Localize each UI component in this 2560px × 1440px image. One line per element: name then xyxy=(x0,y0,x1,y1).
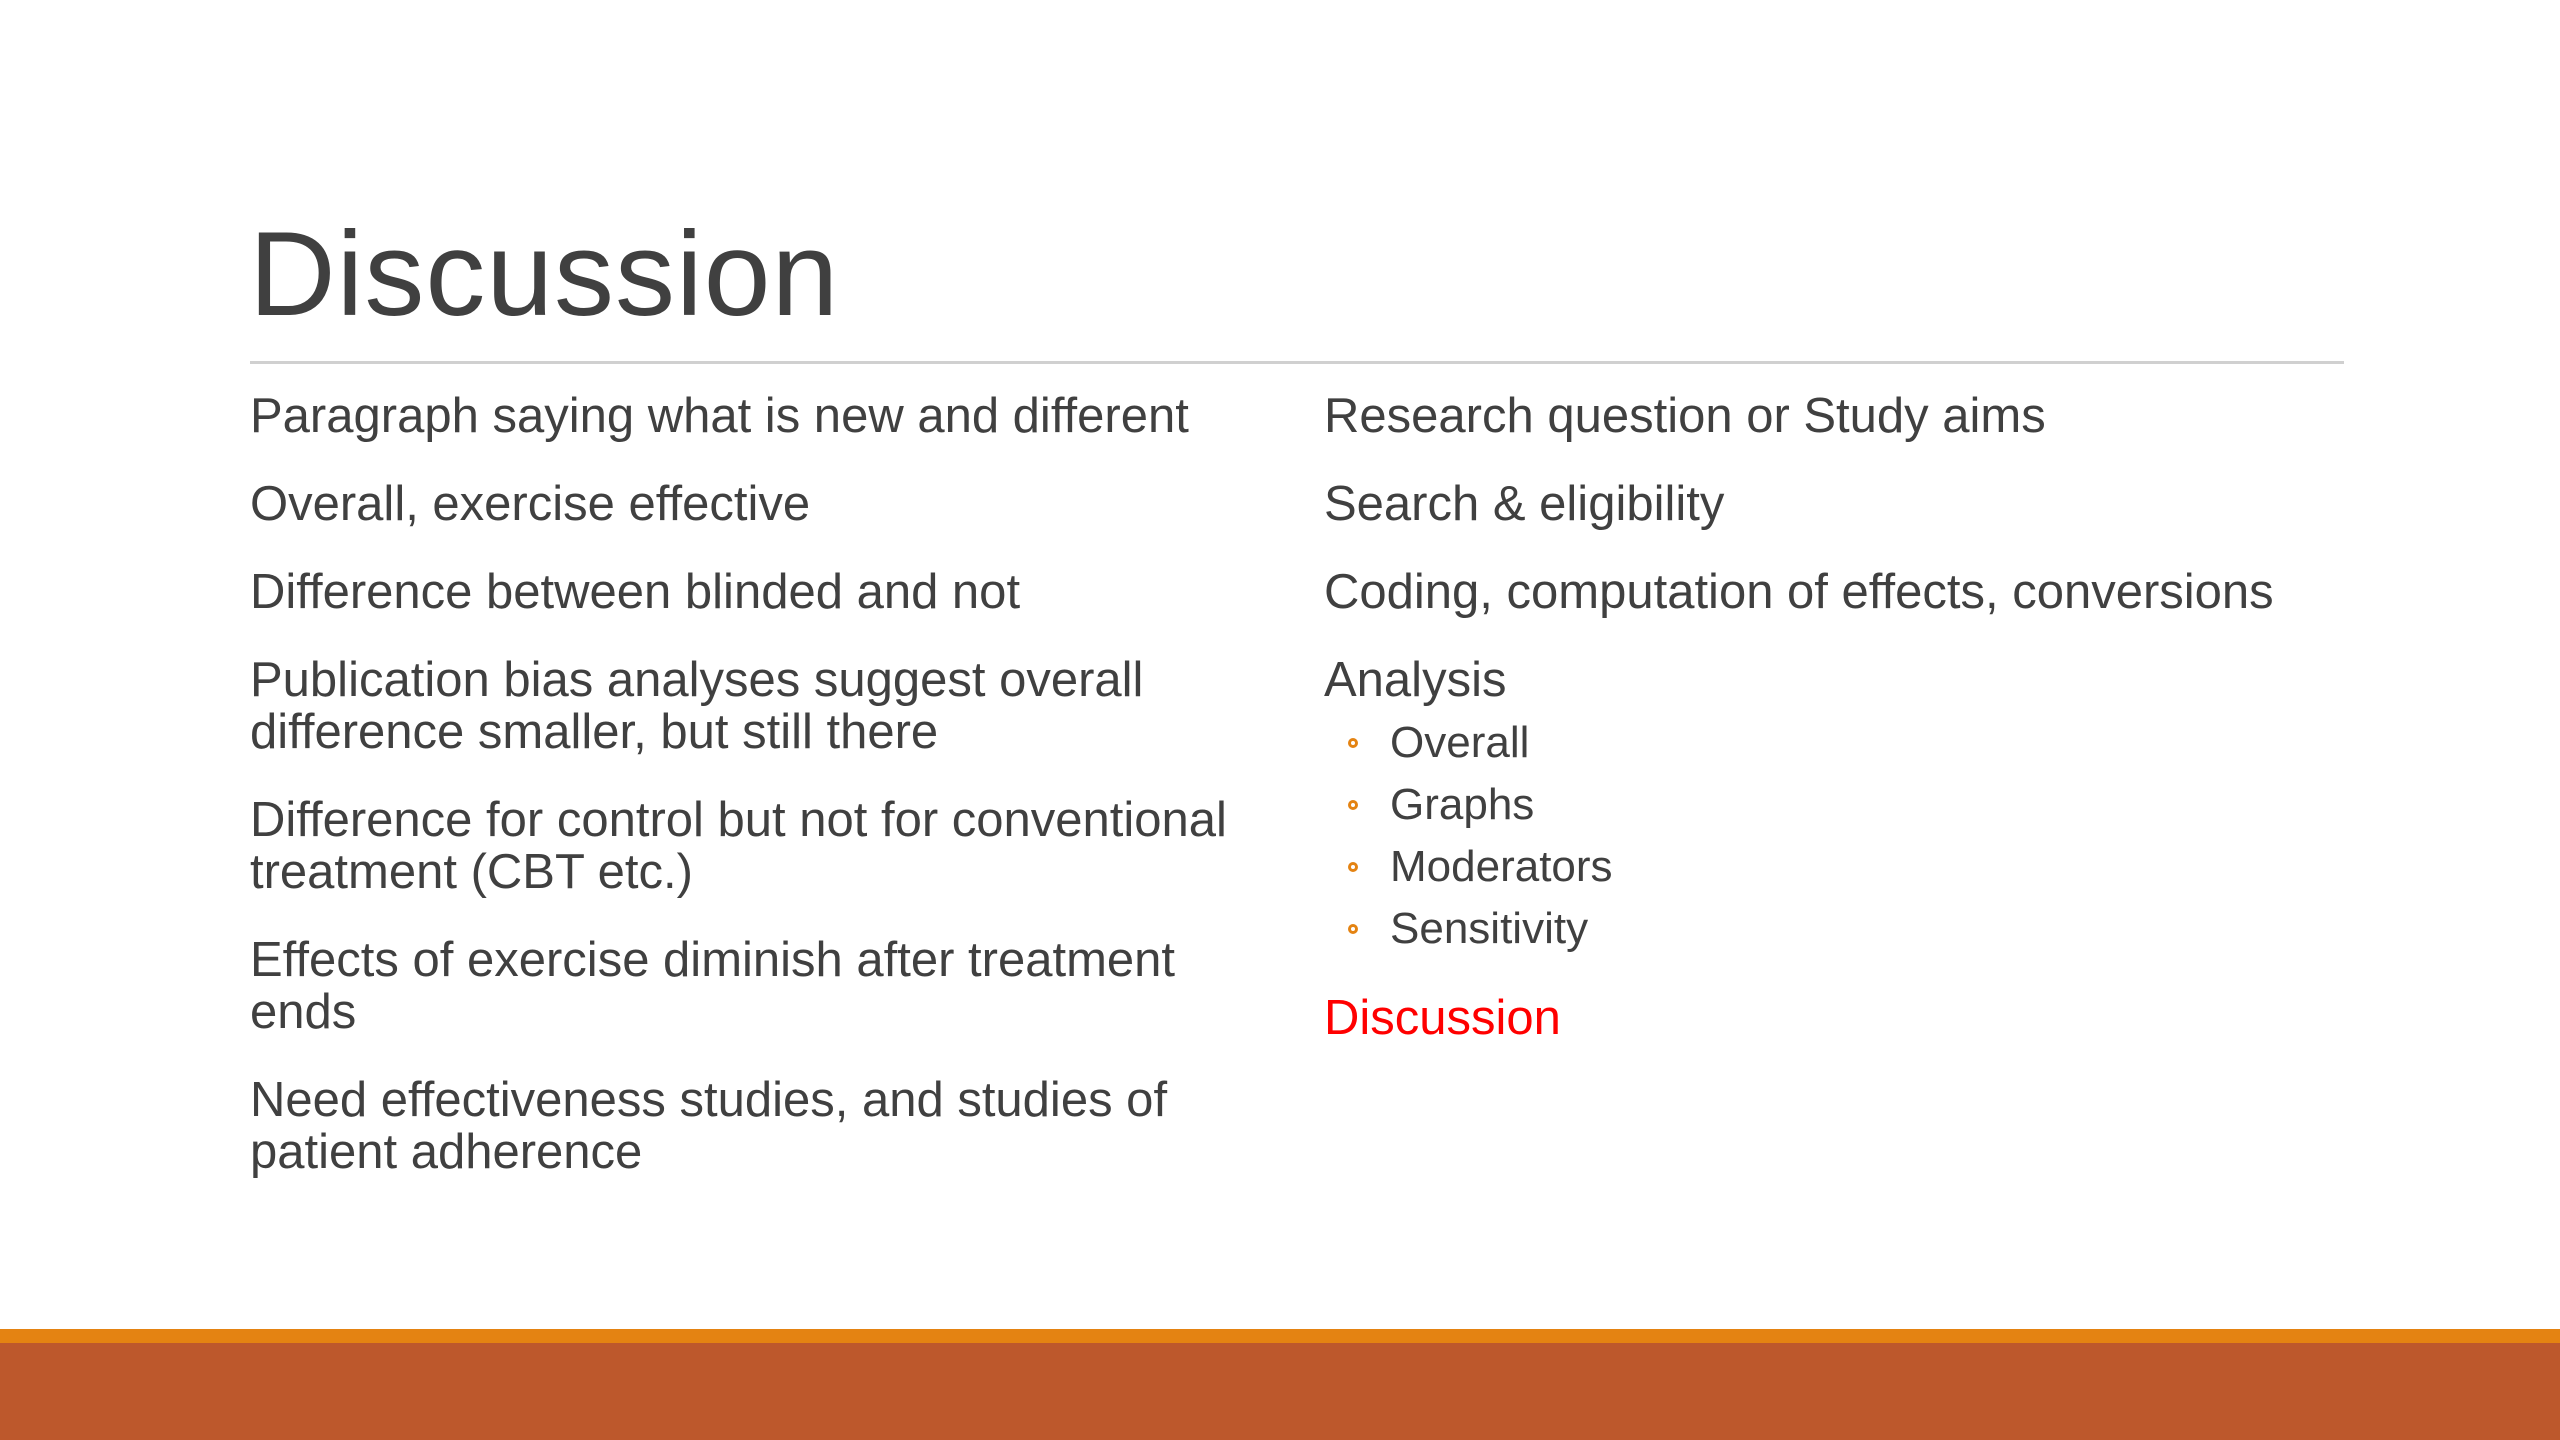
right-item-current-section: Discussion xyxy=(1324,991,1561,1045)
sub-item-moderators xyxy=(1324,836,2364,898)
left-item-blinded: Difference between blinded and not xyxy=(250,565,1021,619)
right-item-analysis: Analysis xyxy=(1324,653,1507,707)
circle-bullet-icon xyxy=(1348,862,1358,872)
sub-item-label: Moderators xyxy=(1390,842,1613,891)
circle-bullet-icon xyxy=(1348,924,1358,934)
right-column xyxy=(1324,390,2364,1080)
right-item-coding: Coding, computation of effects, conversions xyxy=(1324,565,2274,619)
analysis-sublist xyxy=(1324,712,2364,960)
left-item-control-vs-conventional: Difference for control but not for conventional treatment (CBT etc.) xyxy=(250,793,1227,899)
left-column xyxy=(250,390,1290,1214)
sub-item-label: Overall xyxy=(1390,718,1530,767)
left-item-overall-effective: Overall, exercise effective xyxy=(250,477,811,531)
sub-item-label: Sensitivity xyxy=(1390,904,1589,953)
footer-band xyxy=(0,1343,2560,1440)
slide-title: Discussion xyxy=(249,207,840,341)
sub-item-graphs xyxy=(1324,774,2364,836)
sub-item-label: Graphs xyxy=(1390,780,1535,829)
left-item-need-studies: Need effectiveness studies, and studies of patient adherence xyxy=(250,1073,1168,1179)
footer-accent-stripe xyxy=(0,1329,2560,1343)
sub-item-sensitivity xyxy=(1324,898,2364,960)
circle-bullet-icon xyxy=(1348,738,1358,748)
circle-bullet-icon xyxy=(1348,800,1358,810)
left-item-new-different: Paragraph saying what is new and different xyxy=(250,389,1189,443)
right-item-research-question: Research question or Study aims xyxy=(1324,389,2046,443)
left-item-effects-diminish: Effects of exercise diminish after treatment ends xyxy=(250,933,1176,1039)
title-divider xyxy=(250,361,2344,364)
sub-item-overall xyxy=(1324,712,2364,774)
left-item-publication-bias: Publication bias analyses suggest overall difference smaller, but still there xyxy=(250,653,1144,759)
right-item-search-eligibility: Search & eligibility xyxy=(1324,477,1725,531)
